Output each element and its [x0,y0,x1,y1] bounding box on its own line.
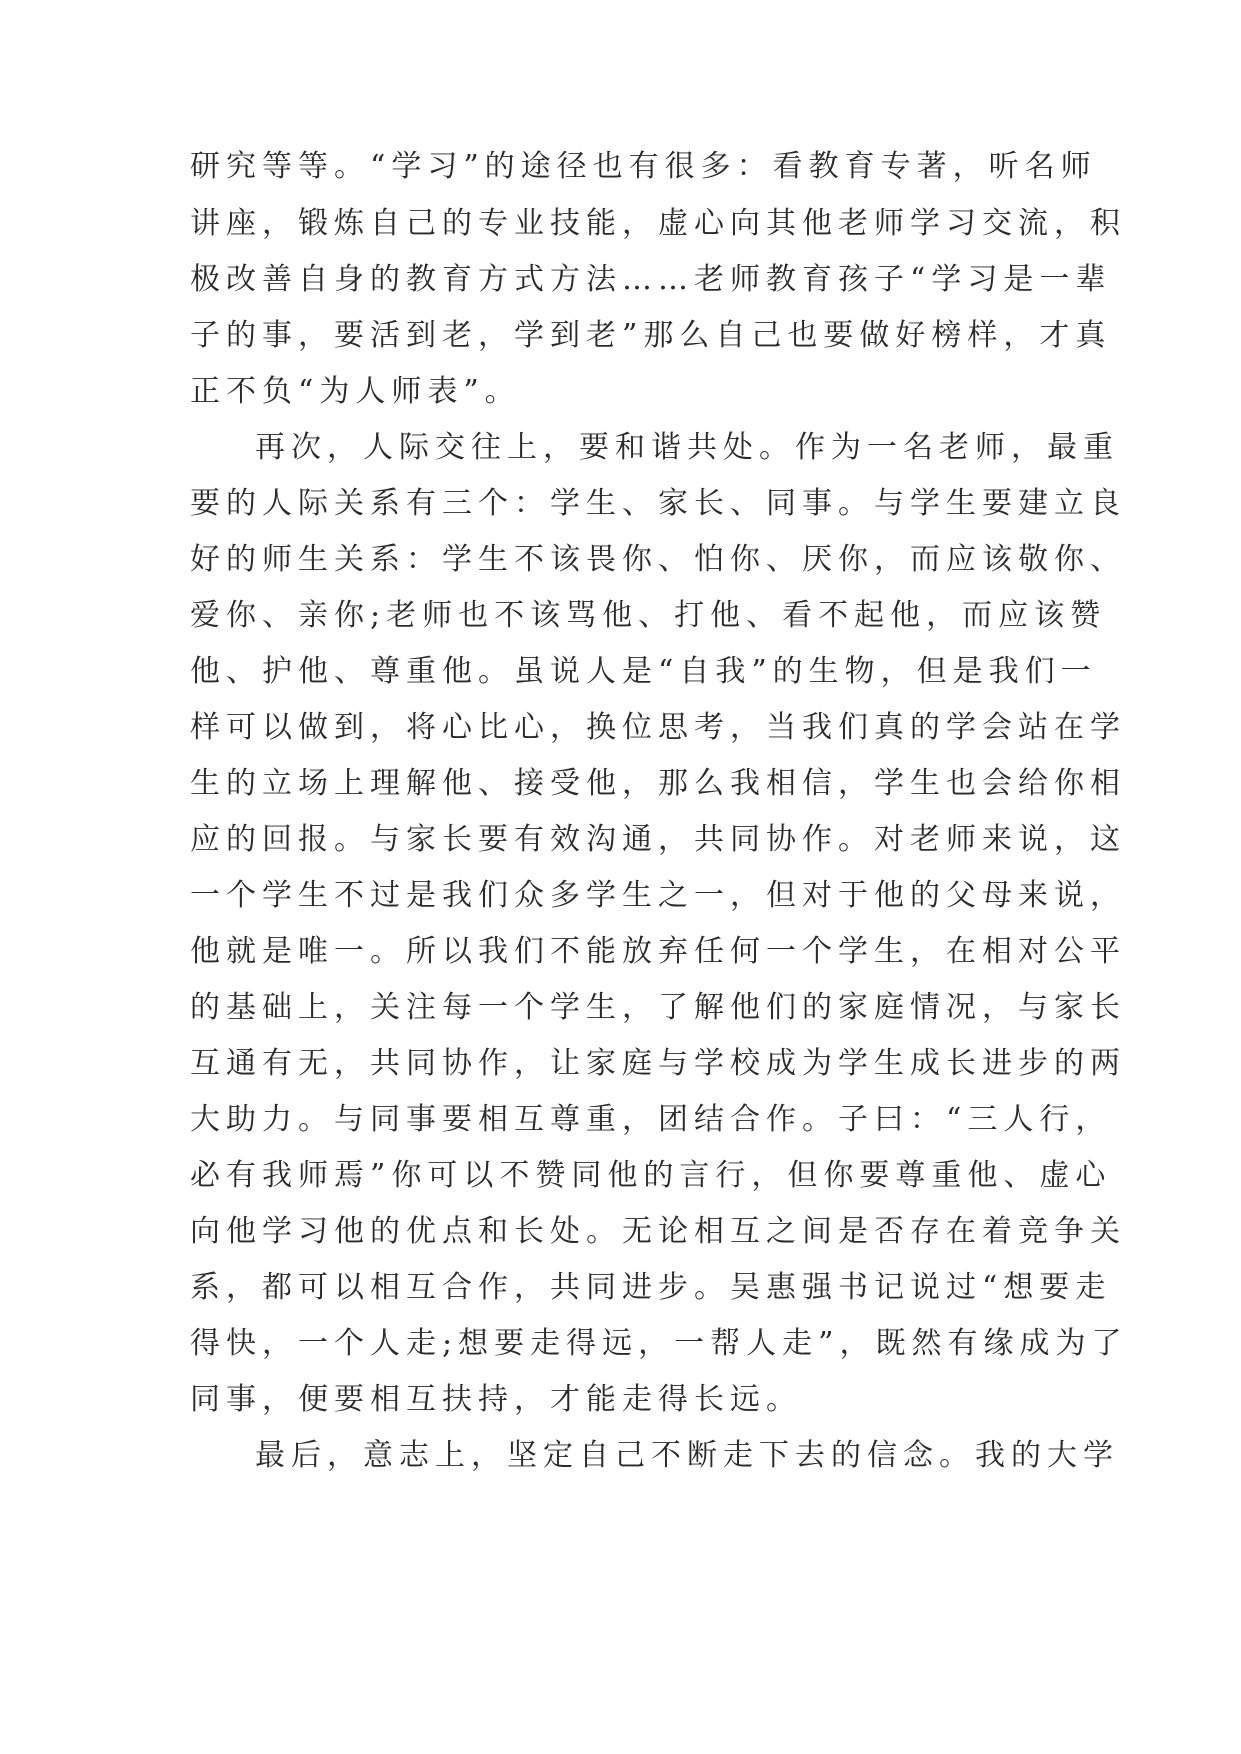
text-line: 大助力。与同事要相互尊重，团结合作。子曰：“三人行， [190,1102,1112,1137]
text-line: 他就是唯一。所以我们不能放弃任何一个学生，在相对公平 [190,934,1126,969]
text-line: 必有我师焉”你可以不赞同他的言行，但你要尊重他、虚心 [190,1158,1112,1193]
text-line: 的基础上，关注每一个学生，了解他们的家庭情况，与家长 [190,990,1126,1025]
text-line: 得快，一个人走;想要走得远，一帮人走”，既然有缘成为了 [190,1326,1128,1361]
text-line: 向他学习他的优点和长处。无论相互之间是否存在着竞争关 [190,1214,1126,1249]
text-line: 样可以做到，将心比心，换位思考，当我们真的学会站在学 [190,710,1126,745]
text-line: 要的人际关系有三个：学生、家长、同事。与学生要建立良 [190,486,1126,521]
text-line: 一个学生不过是我们众多学生之一，但对于他的父母来说， [190,878,1126,913]
text-line: 极改善自身的教育方式方法……老师教育孩子“学习是一辈 [190,262,1112,297]
paragraph-first-line: 再次，人际交往上，要和谐共处。作为一名老师，最重 [255,430,1119,465]
text-line: 研究等等。“学习”的途径也有很多：看教育专著，听名师 [190,149,1097,184]
text-line: 系，都可以相互合作，共同进步。吴惠强书记说过“想要走 [190,1270,1112,1305]
text-line: 爱你、亲你;老师也不该骂他、打他、看不起他，而应该赞 [190,598,1107,633]
text-line: 他、护他、尊重他。虽说人是“自我”的生物，但是我们一 [190,654,1097,689]
text-line: 互通有无，共同协作，让家庭与学校成为学生成长进步的两 [190,1046,1126,1081]
text-line: 同事，便要相互扶持，才能走得长远。 [190,1382,802,1417]
text-line: 正不负“为人师表”。 [190,374,521,409]
text-line: 应的回报。与家长要有效沟通，共同协作。对老师来说，这 [190,822,1126,857]
text-line: 好的师生关系：学生不该畏你、怕你、厌你，而应该敬你、 [190,542,1126,577]
text-line: 生的立场上理解他、接受他，那么我相信，学生也会给你相 [190,766,1126,801]
paragraph-first-line: 最后，意志上，坚定自己不断走下去的信念。我的大学 [255,1438,1119,1473]
text-line: 子的事，要活到老，学到老”那么自己也要做好榜样，才真 [190,318,1112,353]
text-line: 讲座，锻炼自己的专业技能，虚心向其他老师学习交流，积 [190,206,1126,241]
